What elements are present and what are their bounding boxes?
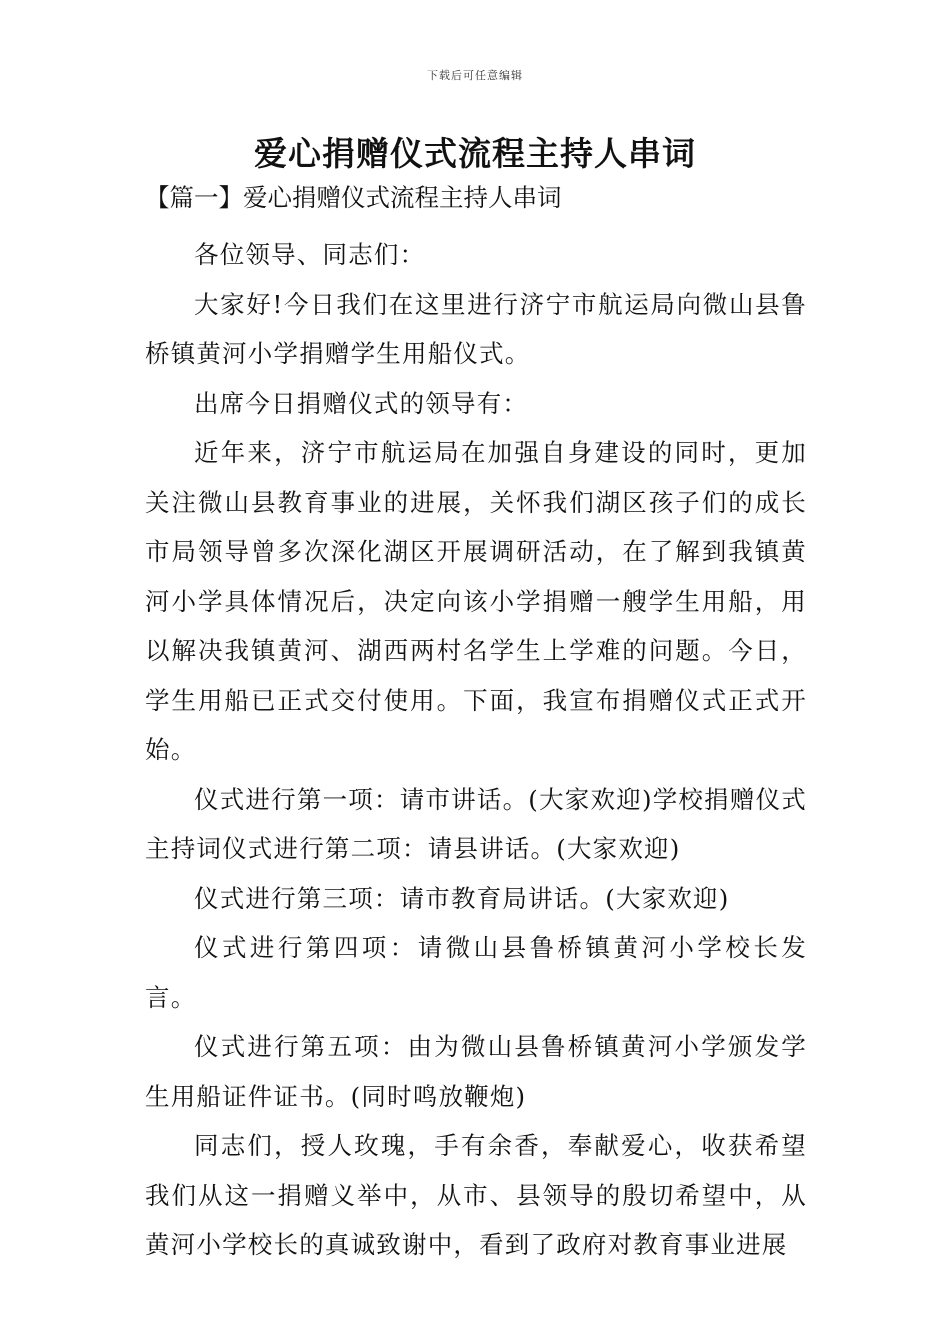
paragraph-attendees: 出席今日捐赠仪式的领导有： [194, 388, 529, 418]
document-body [145, 180, 807, 1270]
document-title: 爱心捐赠仪式流程主持人串词 [254, 134, 696, 173]
paragraph-closing: 同志们，授人玫瑰，手有余香，奉献爱心，收获希望我们从这一捐赠义举中，从市、县领导的殷切希望中，从黄河小学校长的真诚致谢中，看到了政府对教育事业进展 [145, 1131, 807, 1259]
section-heading: 【篇一】爱心捐赠仪式流程主持人串词 [145, 183, 562, 212]
paragraph-item-one-two: 仪式进行第一项：请市讲话。(大家欢迎)学校捐赠仪式主持词仪式进行第二项：请县讲话。(大家欢迎) [145, 784, 807, 863]
paragraph-background: 近年来，济宁市航运局在加强自身建设的同时，更加关注微山县教育事业的进展，关怀我们湖区孩子们的成长市局领导曾多次深化湖区开展调研活动，在了解到我镇黄河小学具体情况后，决定向该小学捐赠一艘学生用船，用以解决我镇黄河、湖西两村名学生上学难的问题。今日，学生用船已正式交付使用。下面，我宣布捐赠仪式正式开始。 [145, 438, 807, 764]
header-note: 下载后可任意编辑 [427, 69, 523, 82]
paragraph-item-four: 仪式进行第四项：请微山县鲁桥镇黄河小学校长发言。 [145, 933, 807, 1012]
paragraph-opening: 大家好!今日我们在这里进行济宁市航运局向微山县鲁桥镇黄河小学捐赠学生用船仪式。 [145, 289, 807, 368]
paragraph-item-three: 仪式进行第三项：请市教育局讲话。(大家欢迎) [194, 883, 730, 913]
paragraph-greeting: 各位领导、同志们： [194, 240, 426, 269]
paragraph-item-five: 仪式进行第五项：由为微山县鲁桥镇黄河小学颁发学生用船证件证书。(同时鸣放鞭炮) [145, 1032, 807, 1111]
